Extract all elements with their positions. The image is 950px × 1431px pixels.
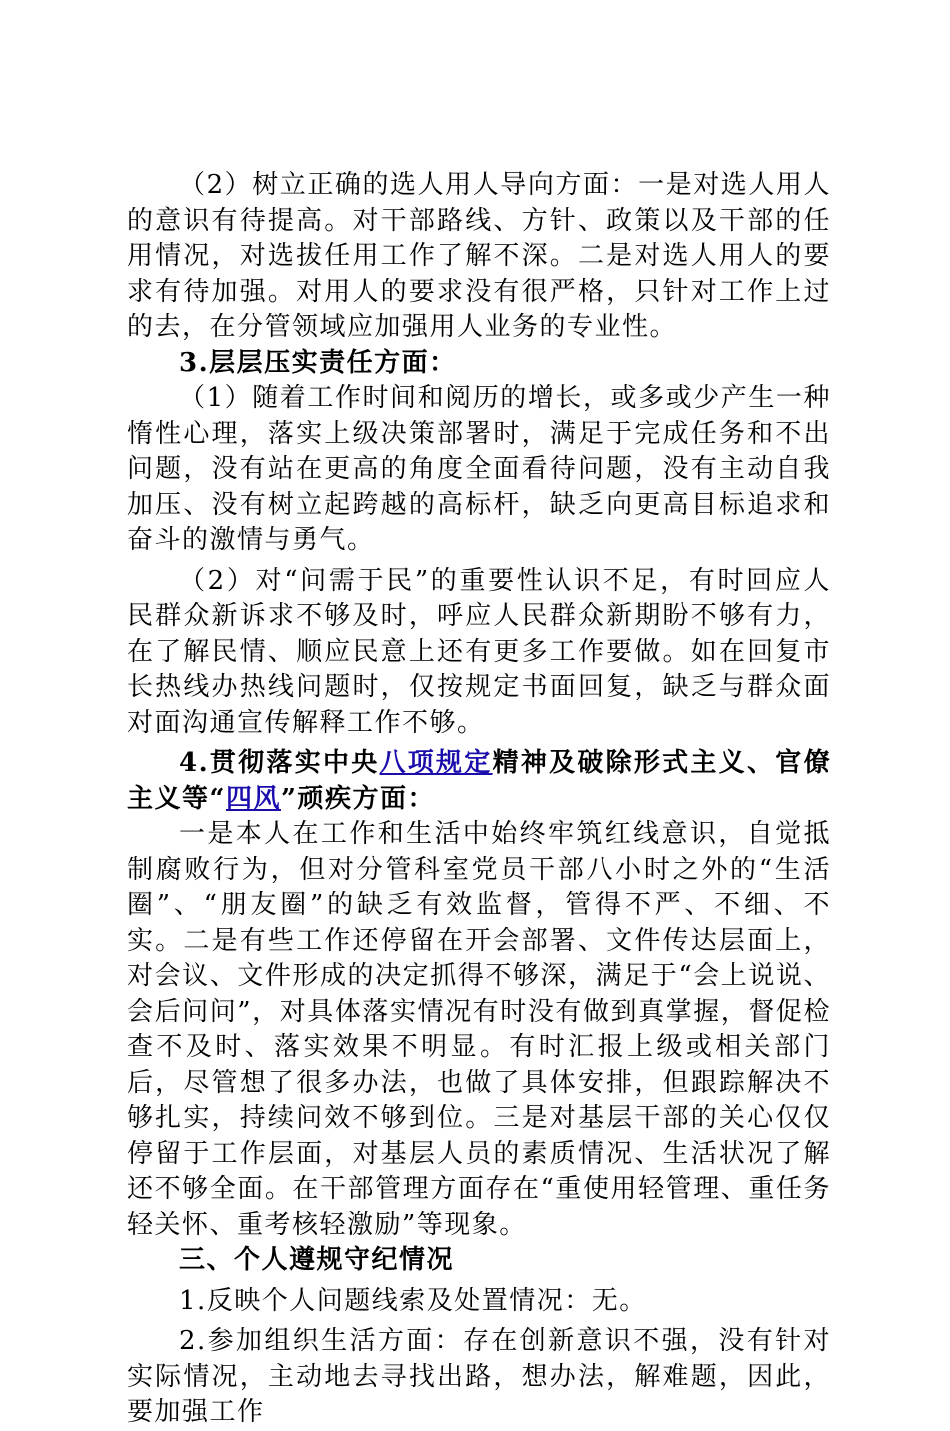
paragraph-inertia: （1）随着工作时间和阅历的增长，或多或少产生一种惰性心理，落实上级决策部署时，满足于完成任务和不出问题，没有站在更高的角度全面看待问题，没有主动自我加压、没有树立起跨越的高标杆，缺乏向更高目标追求和奋斗的激情与勇气。 [127,383,831,555]
heading-eight-rules-part1: 4.贯彻落实中央 [179,748,380,778]
document-body [127,168,831,1431]
heading-eight-rules-part3: ”顽疾方面： [280,783,435,814]
four-winds-link[interactable]: 四风 [225,783,281,814]
heading-discipline: 三、个人遵规守纪情况 [179,1245,455,1275]
eight-rules-link[interactable]: 八项规定 [379,748,493,778]
paragraph-public-needs: （2）对“问需于民”的重要性认识不足，有时回应人民群众新诉求不够及时，呼应人民群众新期盼不够有力，在了解民情、顺应民意上还有更多工作要做。如在回复市长热线办热线问题时，仅按规定书面回复，缺乏与群众面对面沟通宣传解释工作不够。 [127,565,831,738]
paragraph-selection-orientation: （2）树立正确的选人用人导向方面：一是对选人用人的意识有待提高。对干部路线、方针、政策以及干部的任用情况，对选拔任用工作了解不深。二是对选人用人的要求有待加强。对用人的要求没有很严格，只针对工作上过的去，在分管领域应加强用人业务的专业性。 [127,170,831,342]
heading-eight-rules-part2: 精神及破除形式主义、官僚主义等“ [127,748,831,814]
paragraph-supervision: 一是本人在工作和生活中始终牢筑红线意识，自觉抵制腐败行为，但对分管科室党员干部八小时之外的“生活圈”、“朋友圈”的缺乏有效监督，管得不严、不细、不实。二是有些工作还停留在开会部署、文件传达层面上，对会议、文件形成的决定抓得不够深，满足于“会上说说、会后问问”，对具体落实情况有时没有做到真掌握，督促检查不及时、落实效果不明显。有时汇报上级或相关部门后，尽管想了很多办法，也做了具体安排，但跟踪解决不够扎实，持续问效不够到位。三是对基层干部的关心仅仅停留于工作层面，对基层人员的素质情况、生活状况了解还不够全面。在干部管理方面存在“重使用轻管理、重任务轻关怀、重考核轻激励”等现象。 [127,819,831,1240]
heading-eight-rules [127,746,831,817]
paragraph-organization-life: 2.参加组织生活方面：存在创新意识不强，没有针对实际情况，主动地去寻找出路，想办法，解难题，因此，要加强工作 [127,1326,831,1427]
paragraph-clue-report: 1.反映个人问题线索及处置情况：无。 [179,1285,647,1316]
heading-responsibility: 3.层层压实责任方面： [179,347,457,378]
